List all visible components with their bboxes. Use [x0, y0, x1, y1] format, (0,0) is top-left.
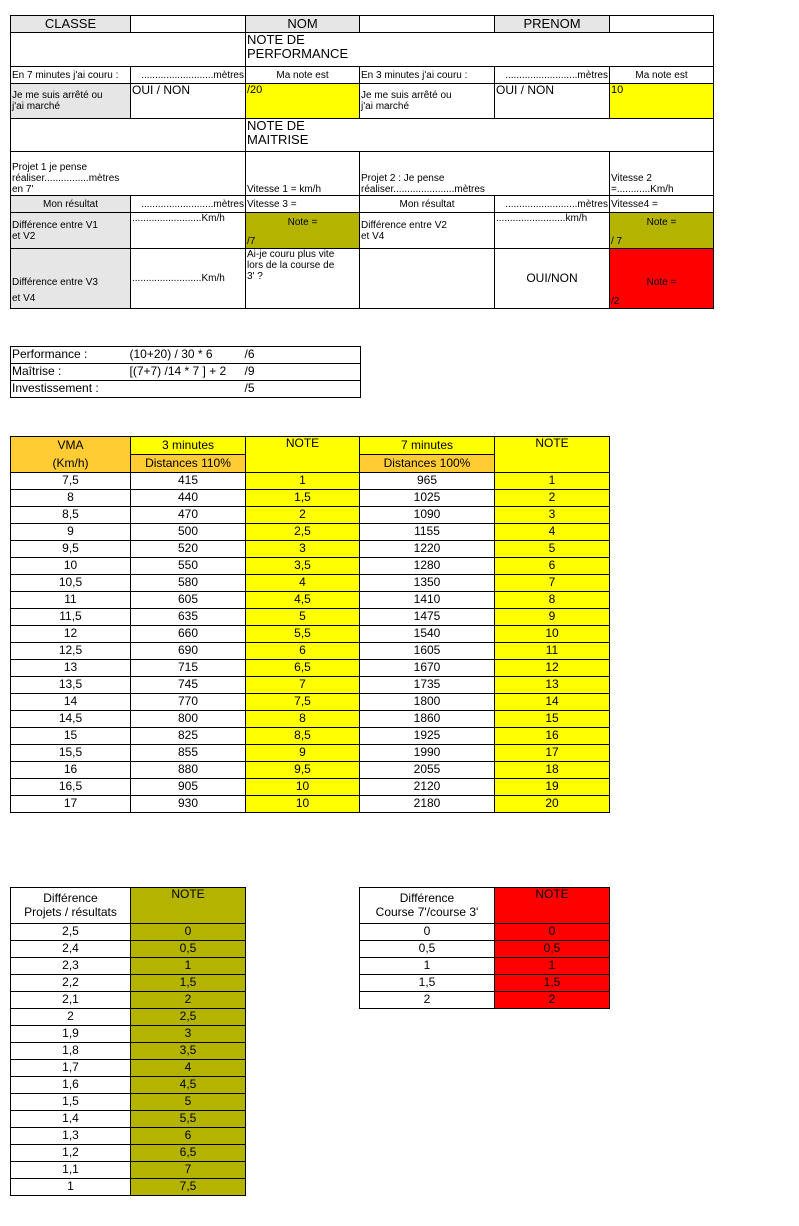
note7-cell: 17 [495, 745, 610, 762]
table-row [11, 975, 246, 992]
stop-label-2: Je me suis arrêté ou j'ai marché [360, 84, 495, 119]
table-row [360, 975, 610, 992]
vma-cell: 14 [11, 694, 131, 711]
table-row [11, 473, 610, 490]
ma-note-label: Ma note est [246, 67, 360, 84]
prenom-field[interactable] [610, 16, 714, 33]
table-row [11, 1145, 246, 1162]
table-row [360, 992, 610, 1009]
dist7-cell: 1350 [360, 575, 495, 592]
note-header: NOTE [246, 437, 360, 473]
dist7-cell: 1735 [360, 677, 495, 694]
mon-resultat-label: Mon résultat [11, 196, 131, 213]
course-diff-cell: 2 [360, 992, 495, 1009]
classe-field[interactable] [131, 16, 246, 33]
dist3-cell: 470 [131, 507, 246, 524]
vitesse4-field[interactable]: Vitesse4 = [610, 196, 714, 213]
vma-cell: 8 [11, 490, 131, 507]
note7-cell: 3 [495, 507, 610, 524]
note-course-field[interactable] [610, 249, 714, 309]
diff-note-cell: 6 [131, 1128, 246, 1145]
note7-cell: 13 [495, 677, 610, 694]
note-eq-label: Note = [287, 217, 318, 228]
note3-cell: 9 [246, 745, 360, 762]
dist7-cell: 1800 [360, 694, 495, 711]
dist7-cell: 1990 [360, 745, 495, 762]
note10-field[interactable]: 10 [610, 84, 714, 119]
note-performance-heading: NOTE DE PERFORMANCE [246, 33, 714, 67]
note7-cell: 10 [495, 626, 610, 643]
course-note-cell: 1,5 [495, 975, 610, 992]
summary-max: /6 [244, 347, 361, 364]
dist3-cell: 690 [131, 643, 246, 660]
course-table [359, 887, 610, 1009]
vma-cell: 17 [11, 796, 131, 813]
note7-cell: 2 [495, 490, 610, 507]
table-row [11, 958, 246, 975]
en3-field[interactable]: ..........................mètres [495, 67, 610, 84]
diff-cell: 2,3 [11, 958, 131, 975]
vma-cell: 10,5 [11, 575, 131, 592]
table-row [11, 660, 610, 677]
course-note-cell: 0,5 [495, 941, 610, 958]
dist7-cell: 965 [360, 473, 495, 490]
diff-v2v4-field[interactable]: .........................km/h [495, 213, 610, 249]
diff-note-cell: 2,5 [131, 1009, 246, 1026]
vma-cell: 12,5 [11, 643, 131, 660]
summary-formula [129, 381, 244, 398]
diff-note-cell: 5 [131, 1094, 246, 1111]
diff-cell: 1,6 [11, 1077, 131, 1094]
course-header: Différence Course 7'/course 3' [360, 888, 495, 924]
diff-cell: 1,1 [11, 1162, 131, 1179]
table-row [11, 1162, 246, 1179]
diff-note-cell: 4 [131, 1060, 246, 1077]
diff-v1v2-field[interactable]: .........................Km/h [131, 213, 246, 249]
note3-cell: 3 [246, 541, 360, 558]
dist7-cell: 2120 [360, 779, 495, 796]
dist3-cell: 605 [131, 592, 246, 609]
resultat1-field[interactable]: ..........................mètres [131, 196, 246, 213]
table-row [11, 1128, 246, 1145]
min3-header: 3 minutes [131, 437, 246, 455]
ouinon-field-2[interactable]: OUI / NON [495, 84, 610, 119]
note3-cell: 5 [246, 609, 360, 626]
note7-cell: 9 [495, 609, 610, 626]
diff-note-cell: 4,5 [131, 1077, 246, 1094]
diff-note-cell: 6,5 [131, 1145, 246, 1162]
dist7-cell: 1280 [360, 558, 495, 575]
note3-cell: 1,5 [246, 490, 360, 507]
note-eq-label-2: Note = [646, 217, 677, 228]
dist3-cell: 855 [131, 745, 246, 762]
min7-header: 7 minutes [360, 437, 495, 455]
nom-field[interactable] [360, 16, 495, 33]
vma-cell: 7,5 [11, 473, 131, 490]
dist7-cell: 1540 [360, 626, 495, 643]
vma-unit-header: (Km/h) [11, 455, 131, 473]
vma-cell: 11,5 [11, 609, 131, 626]
dist3-cell: 440 [131, 490, 246, 507]
note7-cell: 18 [495, 762, 610, 779]
diff-cell: 1,9 [11, 1026, 131, 1043]
vma-cell: 12 [11, 626, 131, 643]
vma-cell: 16 [11, 762, 131, 779]
note3-cell: 7 [246, 677, 360, 694]
summary-max: /5 [244, 381, 361, 398]
resultat2-field[interactable]: ..........................mètres [495, 196, 610, 213]
diff-cell: 1 [11, 1179, 131, 1196]
dist7-cell: 1925 [360, 728, 495, 745]
ma-note-label-2: Ma note est [610, 67, 714, 84]
evaluation-form [10, 15, 714, 309]
course-diff-cell: 0 [360, 924, 495, 941]
table-row [11, 575, 610, 592]
summary-row [11, 364, 361, 381]
dist3-cell: 745 [131, 677, 246, 694]
diff-note-cell: 1 [131, 958, 246, 975]
vma-cell: 15,5 [11, 745, 131, 762]
note3-cell: 4,5 [246, 592, 360, 609]
note3-cell: 1 [246, 473, 360, 490]
table-row [11, 626, 610, 643]
summary-max: /9 [244, 364, 361, 381]
table-row [11, 941, 246, 958]
en3-label: En 3 minutes j'ai couru : [360, 67, 495, 84]
dist3-cell: 550 [131, 558, 246, 575]
table-row [11, 694, 610, 711]
table-row [11, 1094, 246, 1111]
diff-note-cell: 0 [131, 924, 246, 941]
diff-cell: 1,8 [11, 1043, 131, 1060]
vma-cell: 8,5 [11, 507, 131, 524]
dist3-cell: 770 [131, 694, 246, 711]
dist7-cell: 2180 [360, 796, 495, 813]
diff-cell: 1,7 [11, 1060, 131, 1077]
note3-cell: 5,5 [246, 626, 360, 643]
diff-cell: 1,4 [11, 1111, 131, 1128]
note7-cell: 16 [495, 728, 610, 745]
dist3-cell: 580 [131, 575, 246, 592]
note7-cell: 19 [495, 779, 610, 796]
table-row [11, 779, 610, 796]
diff-v1v2-label: Différence entre V1 et V2 [11, 213, 131, 249]
note7-cell: 11 [495, 643, 610, 660]
diff-cell: 2,5 [11, 924, 131, 941]
note7-cell: 7 [495, 575, 610, 592]
table-row [11, 609, 610, 626]
dist3-cell: 800 [131, 711, 246, 728]
vitesse2-field[interactable]: Vitesse 2 =............Km/h [610, 152, 714, 196]
note3-cell: 8,5 [246, 728, 360, 745]
diff-note-cell: 7 [131, 1162, 246, 1179]
dist3-cell: 415 [131, 473, 246, 490]
table-row [11, 592, 610, 609]
course-diff-cell: 1,5 [360, 975, 495, 992]
diff-note-cell: 0,5 [131, 941, 246, 958]
en7-label: En 7 minutes j'ai couru : [11, 67, 131, 84]
ouinon2-field[interactable]: OUI/NON [495, 249, 610, 309]
vma-header: VMA [11, 437, 131, 455]
summary-formula: [(7+7) /14 * 7 ] + 2 [129, 364, 244, 381]
summary-label: Maîtrise : [11, 364, 129, 381]
note7-cell: 14 [495, 694, 610, 711]
table-row [11, 1077, 246, 1094]
note3-cell: 8 [246, 711, 360, 728]
dist7-cell: 2055 [360, 762, 495, 779]
projet2-field[interactable]: Projet 2 : Je pense réaliser......................mètres [360, 152, 610, 196]
note7-cell: 4 [495, 524, 610, 541]
mon-resultat-label-2: Mon résultat [360, 196, 495, 213]
table-row [11, 1043, 246, 1060]
course-diff-cell: 1 [360, 958, 495, 975]
dist100-header: Distances 100% [360, 455, 495, 473]
diff-v3v4-field[interactable]: .........................Km/h [131, 249, 246, 309]
dist3-cell: 905 [131, 779, 246, 796]
dist7-cell: 1155 [360, 524, 495, 541]
note3-cell: 2 [246, 507, 360, 524]
note3-cell: 3,5 [246, 558, 360, 575]
note3-cell: 6,5 [246, 660, 360, 677]
table-row [11, 490, 610, 507]
en7-field[interactable]: ..........................mètres [131, 67, 246, 84]
projet1-field[interactable]: Projet 1 je pense réaliser................mètres en 7' [11, 152, 246, 196]
table-row [11, 1026, 246, 1043]
diff-cell: 2,2 [11, 975, 131, 992]
note2-header: NOTE [495, 437, 610, 473]
vma-table [10, 436, 610, 813]
course-note-cell: 0 [495, 924, 610, 941]
stop-label: Je me suis arrêté ou j'ai marché [11, 84, 131, 119]
diff-note-header: NOTE [131, 888, 246, 924]
classe-label: CLASSE [11, 16, 131, 33]
table-row [360, 924, 610, 941]
vma-cell: 15 [11, 728, 131, 745]
table-row [11, 541, 610, 558]
vma-cell: 9 [11, 524, 131, 541]
note-diff1-field[interactable] [246, 213, 360, 249]
course-diff-cell: 0,5 [360, 941, 495, 958]
table-row [11, 558, 610, 575]
note3-cell: 10 [246, 796, 360, 813]
note-eq-label-3: Note = [646, 277, 677, 288]
table-row [11, 1009, 246, 1026]
diff-note-cell: 5,5 [131, 1111, 246, 1128]
table-row [11, 728, 610, 745]
diff-v3v4-label: Différence entre V3 et V4 [11, 249, 131, 309]
diff-note-cell: 7,5 [131, 1179, 246, 1196]
dist7-cell: 1090 [360, 507, 495, 524]
note7-cell: 12 [495, 660, 610, 677]
dist3-cell: 825 [131, 728, 246, 745]
diff-cell: 1,3 [11, 1128, 131, 1145]
table-row [11, 677, 610, 694]
diff-note-cell: 2 [131, 992, 246, 1009]
summary-table [10, 346, 361, 398]
dist3-cell: 635 [131, 609, 246, 626]
table-row [11, 992, 246, 1009]
vitesse1-field[interactable]: Vitesse 1 = km/h [246, 152, 360, 196]
course-note-cell: 1 [495, 958, 610, 975]
table-row [11, 1179, 246, 1196]
note3-cell: 2,5 [246, 524, 360, 541]
note3-cell: 9,5 [246, 762, 360, 779]
ouinon-field[interactable]: OUI / NON [131, 84, 246, 119]
sur7b-label: / 7 [611, 236, 623, 247]
vma-cell: 11 [11, 592, 131, 609]
course-note-cell: 2 [495, 992, 610, 1009]
note-maitrise-heading: NOTE DE MAITRISE [246, 119, 714, 152]
table-row [11, 1111, 246, 1128]
note7-cell: 5 [495, 541, 610, 558]
vma-cell: 13 [11, 660, 131, 677]
table-row [11, 711, 610, 728]
dist7-cell: 1605 [360, 643, 495, 660]
table-row [11, 796, 610, 813]
dist7-cell: 1475 [360, 609, 495, 626]
note3-cell: 7,5 [246, 694, 360, 711]
dist3-cell: 715 [131, 660, 246, 677]
table-row [11, 524, 610, 541]
note7-cell: 6 [495, 558, 610, 575]
diff-cell: 2,1 [11, 992, 131, 1009]
diff-note-cell: 3 [131, 1026, 246, 1043]
summary-label: Investissement : [11, 381, 129, 398]
note-diff2-field[interactable] [610, 213, 714, 249]
note20-field[interactable]: /20 [246, 84, 360, 119]
table-row [360, 941, 610, 958]
note3-cell: 4 [246, 575, 360, 592]
dist7-cell: 1220 [360, 541, 495, 558]
vma-cell: 16,5 [11, 779, 131, 796]
table-row [11, 924, 246, 941]
diff-note-cell: 3,5 [131, 1043, 246, 1060]
note7-cell: 1 [495, 473, 610, 490]
diff-cell: 1,2 [11, 1145, 131, 1162]
sur2-label: /2 [611, 296, 620, 307]
diff-header: Différence Projets / résultats [11, 888, 131, 924]
table-row [360, 958, 610, 975]
dist7-cell: 1670 [360, 660, 495, 677]
sur7-label: /7 [247, 236, 256, 247]
dist3-cell: 500 [131, 524, 246, 541]
dist7-cell: 1025 [360, 490, 495, 507]
dist3-cell: 520 [131, 541, 246, 558]
vitesse3-field[interactable]: Vitesse 3 = [246, 196, 360, 213]
vma-cell: 13,5 [11, 677, 131, 694]
table-row [11, 745, 610, 762]
dist3-cell: 880 [131, 762, 246, 779]
table-row [11, 507, 610, 524]
summary-row [11, 381, 361, 398]
vma-cell: 9,5 [11, 541, 131, 558]
vma-cell: 14,5 [11, 711, 131, 728]
table-row [11, 1060, 246, 1077]
dist7-cell: 1410 [360, 592, 495, 609]
note7-cell: 15 [495, 711, 610, 728]
table-row [11, 762, 610, 779]
course-note-header: NOTE [495, 888, 610, 924]
diff-cell: 2,4 [11, 941, 131, 958]
dist7-cell: 1860 [360, 711, 495, 728]
nom-label: NOM [246, 16, 360, 33]
diff-cell: 2 [11, 1009, 131, 1026]
note7-cell: 8 [495, 592, 610, 609]
diff-cell: 1,5 [11, 1094, 131, 1111]
dist110-header: Distances 110% [131, 455, 246, 473]
summary-row [11, 347, 361, 364]
diff-v2v4-label: Différence entre V2 et V4 [360, 213, 495, 249]
question-label: Ai-je couru plus vite lors de la course de 3' ? [246, 249, 360, 309]
summary-label: Performance : [11, 347, 129, 364]
note3-cell: 10 [246, 779, 360, 796]
diff-note-cell: 1,5 [131, 975, 246, 992]
vma-cell: 10 [11, 558, 131, 575]
dist3-cell: 930 [131, 796, 246, 813]
note7-cell: 20 [495, 796, 610, 813]
table-row [11, 643, 610, 660]
diff-table [10, 887, 246, 1196]
summary-formula: (10+20) / 30 * 6 [129, 347, 244, 364]
dist3-cell: 660 [131, 626, 246, 643]
note3-cell: 6 [246, 643, 360, 660]
prenom-label: PRENOM [495, 16, 610, 33]
